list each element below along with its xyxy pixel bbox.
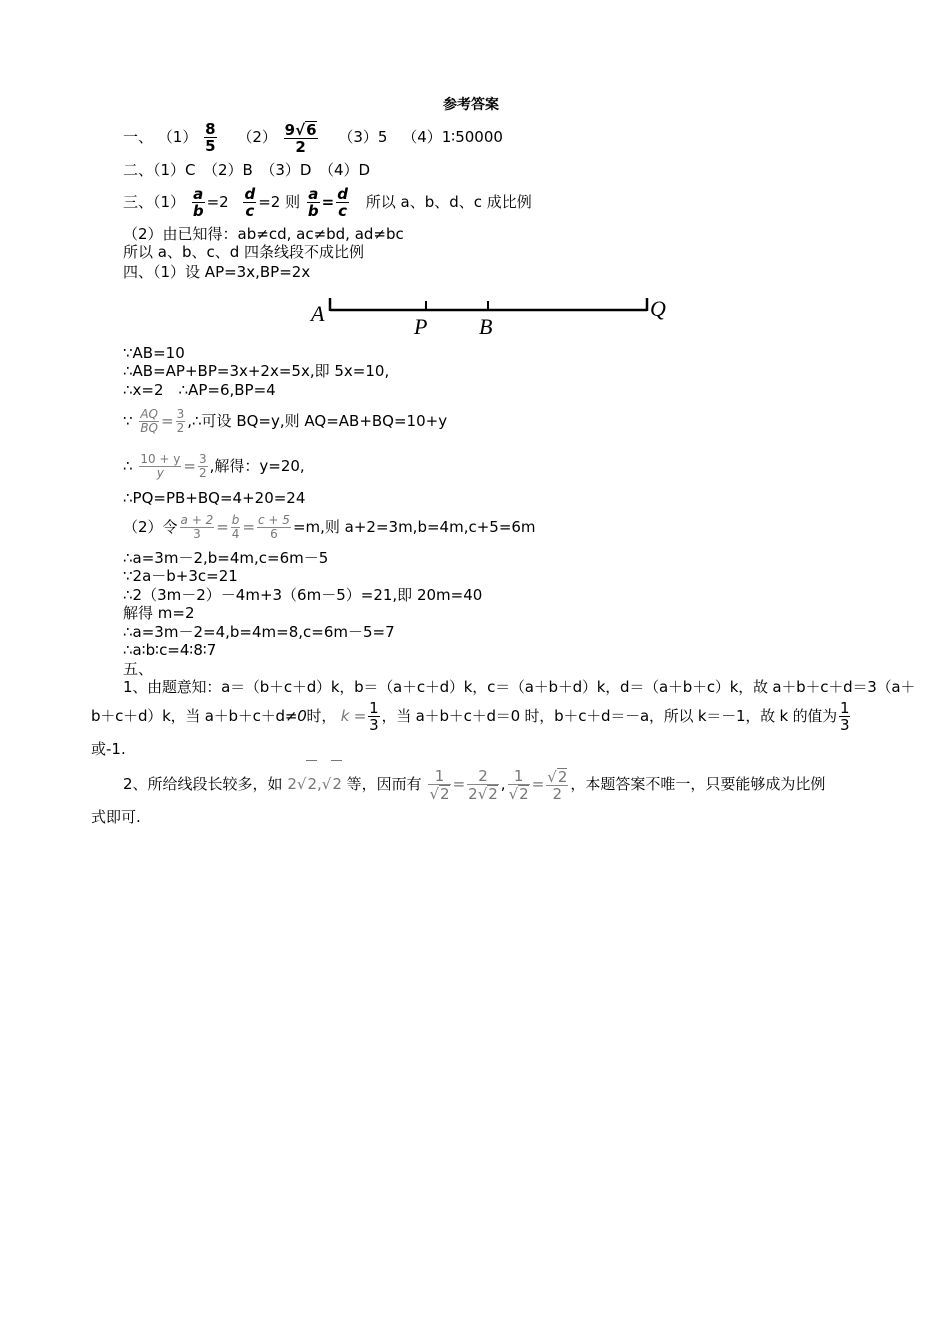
section-1-line <box>123 116 503 158</box>
step-substitute: ∴2（3m－2）－4m+3（6m－5）=21,即 20m=40 <box>123 586 483 604</box>
fraction-a-over-b: $\frac{a}{b}$ <box>192 185 204 220</box>
fraction-a-over-b-2: $\frac{a}{b}$ <box>307 185 319 220</box>
step-ratio <box>123 401 447 441</box>
label-q: Q <box>650 296 666 321</box>
step-solve <box>123 446 305 486</box>
fraction-1-sqrt2: $\frac{1}{√2}$ <box>429 766 450 803</box>
q2-intro: 2、所给线段长较多，如 <box>123 775 283 793</box>
fraction-2-2sqrt2: $\frac{2}{2√2}$ <box>468 766 498 803</box>
q2-note: ，本题答案不唯一，只要能够成为比例 <box>570 775 826 793</box>
eq-2-then: =2 则 <box>258 193 301 211</box>
fraction-1-sqrt2-b: $\frac{1}{√2}$ <box>508 766 529 803</box>
given-ab: ∵AB=10 <box>123 344 185 362</box>
equals-sign: = <box>216 518 229 536</box>
fraction-sqrt2-2: $\frac{√2}{2}$ <box>547 767 568 803</box>
therefore-symbol: ∴ <box>123 457 133 475</box>
step-x: ∴x=2 ∴AP=6,BP=4 <box>123 381 276 399</box>
q2-line-2: 式即可. <box>91 808 141 826</box>
step-abc: ∴a=3m－2,b=4m,c=6m－5 <box>123 549 329 567</box>
fraction-denominator: 5 <box>205 137 216 155</box>
fraction-denominator: 2 <box>295 137 306 156</box>
label-b: B <box>479 314 493 339</box>
section-3-conclusion: 所以 a、b、c、d 四条线段不成比例 <box>123 243 365 261</box>
fraction-3-2: $\frac{3}{2}$ <box>198 452 207 480</box>
sqrt-symbol: √ <box>295 120 306 139</box>
answer-1-2-fraction <box>284 121 318 155</box>
part-2-equations: =m,则 a+2=3m,b=4m,c+5=6m <box>292 518 536 536</box>
fraction-d-over-c-2: $\frac{d}{c}$ <box>337 185 348 220</box>
step-final-ratio: ∴a∶b∶c=4∶8∶7 <box>123 641 217 659</box>
section-4-line-1: 四、（1）设 AP=3x,BP=2x <box>123 263 311 281</box>
q2-thus: 等，因而有 <box>346 775 422 793</box>
equals-sign: = <box>349 707 367 725</box>
part-2-label: （2）令 <box>123 518 178 536</box>
fraction-aq-bq: $\frac{AQ}{BQ}$ <box>140 407 159 435</box>
answer-1-1-label: （1） <box>157 128 198 146</box>
section-3-label: 三、（1） <box>123 193 186 211</box>
equals-sign: = <box>183 457 196 475</box>
fraction-numerator: 8 <box>205 120 216 138</box>
segment-diagram <box>0 290 950 350</box>
section-2-line: 二、（1）C （2）B （3）D （4）D <box>123 161 371 179</box>
comma: , <box>500 775 506 793</box>
step-m: 解得 m=2 <box>123 604 195 622</box>
answer-1-3: （3）5 <box>338 128 388 146</box>
conclusion-proportional: 所以 a、b、d、c 成比例 <box>365 193 532 211</box>
section-3-line <box>123 183 532 221</box>
section-3-part-2: （2）由已知得：ab≠cd, ac≠bd, ad≠bc <box>123 225 404 243</box>
solve-result: ,解得：y=20, <box>209 457 305 475</box>
step-given: ∵2a－b+3c=21 <box>123 567 238 585</box>
equals-sign: = <box>321 193 335 211</box>
section-5-label: 五、 <box>123 660 154 678</box>
part-2-setup <box>123 509 536 545</box>
fraction-c5-6: $\frac{c + 5}{6}$ <box>258 513 290 541</box>
because-symbol: ∵ <box>123 412 133 430</box>
q1-line-1: 1、由题意知：a＝（b＋c＋d）k，b＝（a＋c＋d）k，c＝（a＋b＋d）k，d＝（a＋b＋c）k，故 a＋b＋c＋d＝3（a＋ <box>123 678 916 696</box>
fraction-10y-y: $\frac{10 + y}{y}$ <box>140 452 181 480</box>
equals-sign: = <box>452 775 466 793</box>
fraction-a2-3: $\frac{a + 2}{3}$ <box>180 513 214 541</box>
q1-line-3: 或-1. <box>91 740 126 758</box>
fraction-1-3-final: $\frac{1}{3}$ <box>839 699 850 734</box>
q1-line-2 <box>91 695 852 737</box>
q1-case-1: b＋c＋d）k，当 a＋b＋c＋d <box>91 707 285 725</box>
step-values: ∴a=3m－2=4,b=4m=8,c=6m－5=7 <box>123 623 395 641</box>
step-pq: ∴PQ=PB+BQ=4+20=24 <box>123 489 306 507</box>
fraction-numerator-coef: 9 <box>284 120 296 139</box>
answer-1-1-fraction <box>204 121 216 154</box>
section-1-label: 一、 <box>123 128 154 146</box>
label-p: P <box>414 314 428 339</box>
fraction-1-3: $\frac{1}{3}$ <box>369 699 379 734</box>
page-title: 参考答案 <box>443 97 499 113</box>
equals-sign: = <box>242 518 256 536</box>
equals-sign: = <box>531 775 545 793</box>
equals-sign: = <box>161 412 174 430</box>
fraction-3-2: $\frac{3}{2}$ <box>176 407 185 435</box>
k-variable: k <box>340 707 350 725</box>
q1-case-2: ，当 a＋b＋c＋d＝0 时，b＋c＋d＝－a，所以 k＝－1，故 k 的值为 <box>381 707 837 725</box>
ratio-assumption: ,∴可设 BQ=y,则 AQ=AB+BQ=10+y <box>187 412 448 430</box>
example-lengths: 2√2,√2 <box>287 775 342 793</box>
answer-1-4: （4）1∶50000 <box>402 128 503 146</box>
not-zero: ≠0 <box>284 707 307 725</box>
step-sum: ∴AB=AP+BP=3x+2x=5x,即 5x=10, <box>123 362 390 380</box>
fraction-d-over-c: $\frac{d}{c}$ <box>244 185 256 220</box>
label-a: A <box>311 301 325 326</box>
q2-line-1 <box>123 760 825 807</box>
answer-1-2-label: （2） <box>237 128 277 146</box>
fraction-b-4: $\frac{b}{4}$ <box>231 513 240 541</box>
radicand: 6 <box>306 120 317 139</box>
q1-when: 时， <box>306 707 337 725</box>
eq-2-first: =2 <box>206 193 229 211</box>
